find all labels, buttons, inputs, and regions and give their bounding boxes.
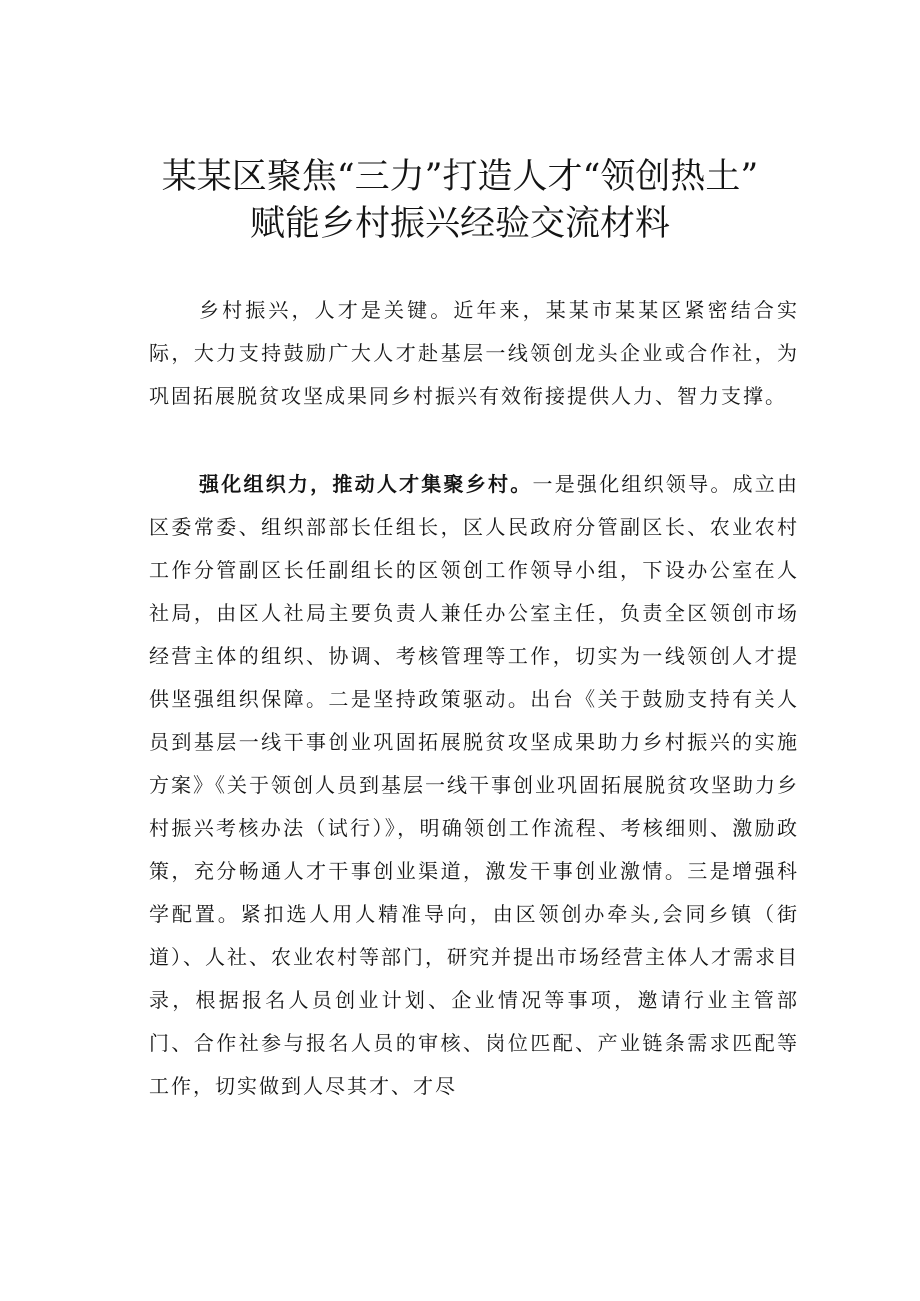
paragraph-organization: [149, 463, 799, 1108]
document-title-line-1: 某某区聚焦“三力”打造人才“领创热土”: [161, 157, 759, 197]
paragraph-intro: 乡村振兴，人才是关键。近年来，某某市某某区紧密结合实际，大力支持鼓励广大人才赴基层一线领创龙头企业或合作社，为巩固拓展脱贫攻坚成果同乡村振兴有效衔接提供人力、智力支撑。: [149, 298, 799, 408]
paragraph-body-text: 一是强化组织领导。成立由区委常委、组织部部长任组长，区人民政府分管副区长、农业农村工作分管副区长任副组长的区领创工作领导小组，下设办公室在人社局，由区人社局主要负责人兼任办公室主任，负责全区领创市场经营主体的组织、协调、考核管理等工作，切实为一线领创人才提供坚强组织保障。二是坚持政策驱动。出台《关于鼓励支持有关人员到基层一线干事创业巩固拓展脱贫攻坚成果助力乡村振兴的实施方案》《关于领创人员到基层一线干事创业巩固拓展脱贫攻坚助力乡村振兴考核办法（试行）》，明确领创工作流程、考核细则、激励政策，充分畅通人才干事创业渠道，激发干事创业激情。三是增强科学配置。紧扣选人用人精准导向，由区领创办牵头,会同乡镇（街道）、人社、农业农村等部门，研究并提出市场经营主体人才需求目录，根据报名人员创业计划、企业情况等事项，邀请行业主管部门、合作社参与报名人员的审核、岗位匹配、产业链条需求匹配等工作，切实做到人尽其才、才尽: [149, 472, 800, 1098]
document-title-line-2: 赋能乡村振兴经验交流材料: [249, 204, 670, 244]
paragraph-lead-heading: 强化组织力，推动人才集聚乡村。: [199, 472, 533, 496]
